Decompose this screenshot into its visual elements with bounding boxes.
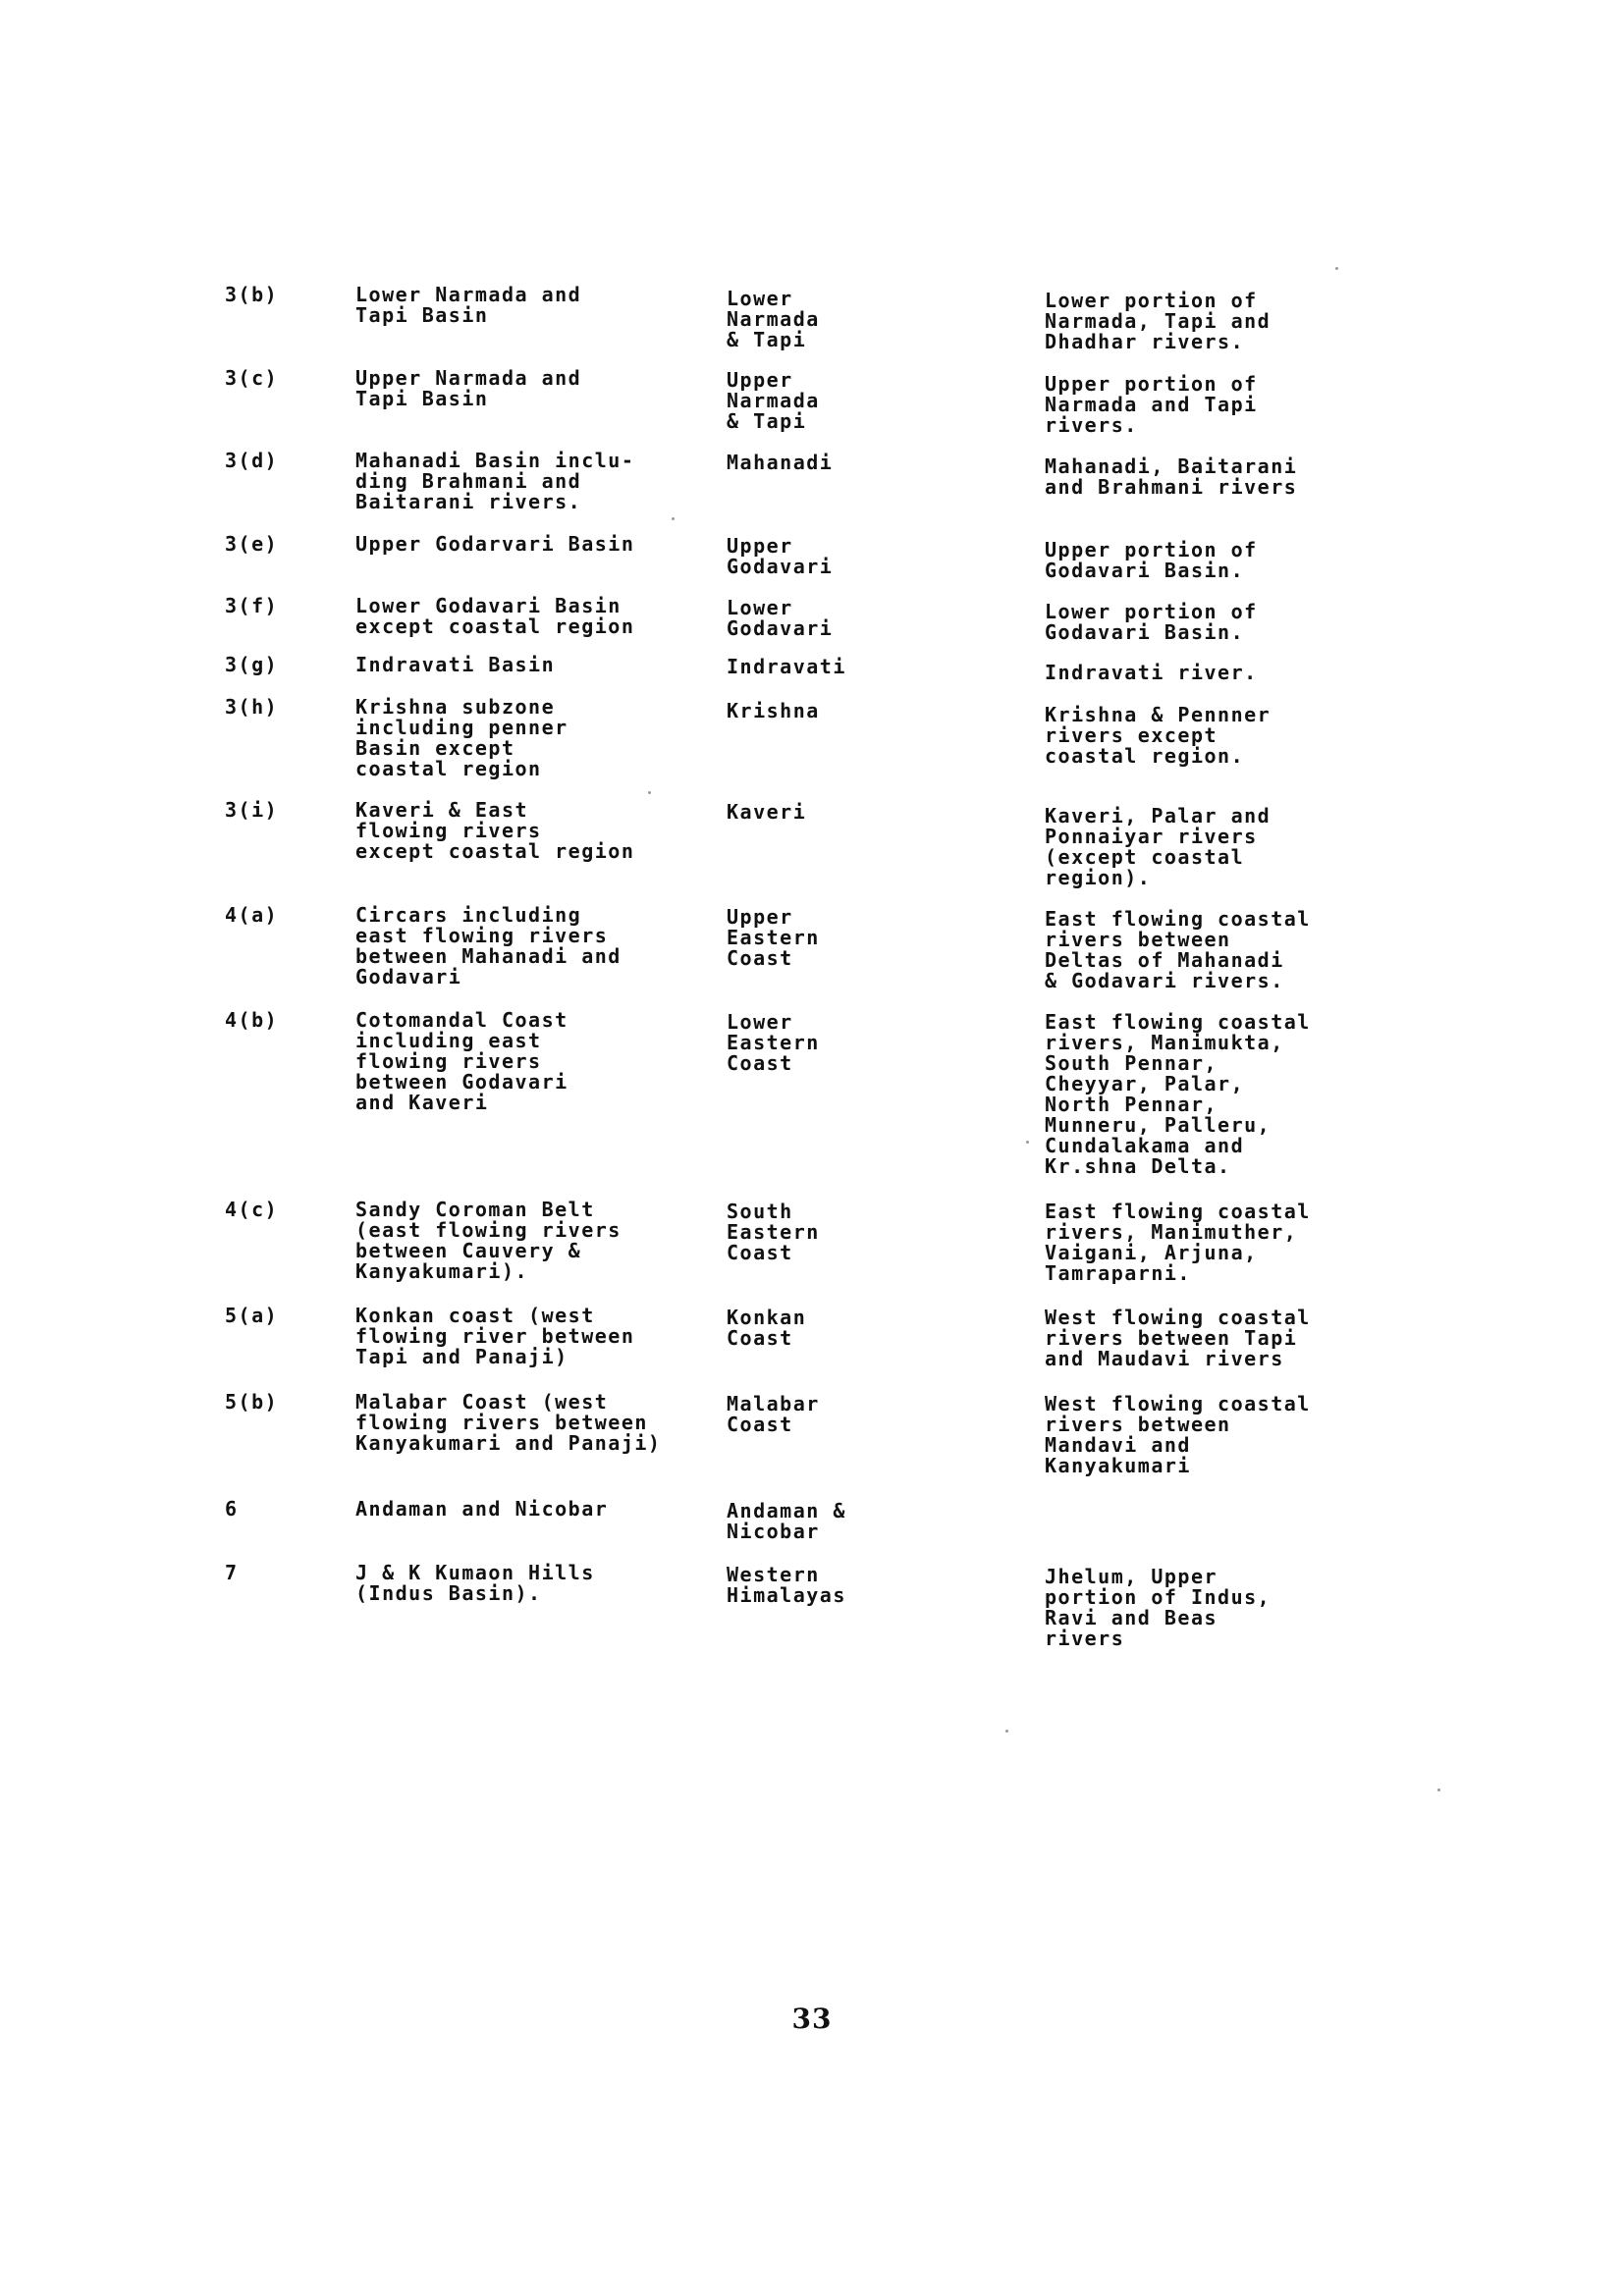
subzone-name: J & K Kumaon Hills (Indus Basin). <box>355 1561 595 1605</box>
rivers-description: Indravati river. <box>1045 661 1258 684</box>
rivers-description: East flowing coastal rivers between Deltas of Mahanadi & Godavari rivers. <box>1045 907 1311 992</box>
rivers-description: Krishna & Pennner rivers except coastal region. <box>1045 703 1272 768</box>
subzone-name: Upper Narmada and Tapi Basin <box>355 366 582 410</box>
zone-code: 3(f) <box>225 594 279 617</box>
zone-label: Lower Eastern Coast <box>727 1010 820 1075</box>
zone-code: 3(d) <box>225 449 279 472</box>
zone-label: South Eastern Coast <box>727 1200 820 1264</box>
zone-label: Krishna <box>727 699 820 722</box>
zone-label: Lower Godavari <box>727 596 834 640</box>
zone-code: 3(h) <box>225 695 279 719</box>
subzone-name: Cotomandal Coast including east flowing rivers between Godavari and Kaveri <box>355 1008 568 1114</box>
subzone-name: Indravati Basin <box>355 653 556 676</box>
zone-code: 7 <box>225 1561 239 1584</box>
rivers-description: Mahanadi, Baitarani and Brahmani rivers <box>1045 454 1298 499</box>
zone-code: 6 <box>225 1497 239 1521</box>
scan-speck <box>1335 267 1338 270</box>
scan-speck <box>1026 1141 1029 1144</box>
subzone-name: Konkan coast (west flowing river between Tapi and Panaji) <box>355 1304 635 1368</box>
subzone-name: Upper Godarvari Basin <box>355 532 635 556</box>
zone-code: 3(b) <box>225 283 279 306</box>
zone-label: Indravati <box>727 655 846 678</box>
zone-code: 5(b) <box>225 1390 279 1414</box>
subzone-name: Krishna subzone including penner Basin except coastal region <box>355 695 568 780</box>
subzone-name: Sandy Coroman Belt (east flowing rivers between Cauvery & Kanyakumari). <box>355 1198 622 1283</box>
zone-code: 3(c) <box>225 366 279 390</box>
scan-speck <box>1437 1789 1440 1791</box>
subzone-name: Kaveri & East flowing rivers except coastal region <box>355 798 635 863</box>
subzone-name: Circars including east flowing rivers between Mahanadi and Godavari <box>355 903 622 988</box>
zone-label: Kaveri <box>727 800 807 824</box>
zone-code: 3(e) <box>225 532 279 556</box>
rivers-description: Upper portion of Narmada and Tapi rivers. <box>1045 372 1258 437</box>
scan-speck <box>648 791 651 794</box>
zone-label: Upper Eastern Coast <box>727 905 820 970</box>
rivers-description: West flowing coastal rivers between Mandavi and Kanyakumari <box>1045 1392 1311 1477</box>
rivers-description: West flowing coastal rivers between Tapi and Maudavi rivers <box>1045 1306 1311 1370</box>
zone-code: 4(b) <box>225 1008 279 1032</box>
zone-label: Upper Narmada & Tapi <box>727 368 820 433</box>
zone-code: 4(a) <box>225 903 279 927</box>
rivers-description: Upper portion of Godavari Basin. <box>1045 538 1258 582</box>
scan-speck <box>1005 1730 1008 1733</box>
subzone-name: Lower Godavari Basin except coastal region <box>355 594 635 638</box>
subzone-name: Lower Narmada and Tapi Basin <box>355 283 582 327</box>
subzone-name: Mahanadi Basin inclu- ding Brahmani and Baitarani rivers. <box>355 449 635 513</box>
rivers-description: East flowing coastal rivers, Manimukta, South Pennar, Cheyyar, Palar, North Pennar, Munneru, Palleru, Cundalakama and Kr.shna Delta. <box>1045 1010 1311 1178</box>
zone-code: 4(c) <box>225 1198 279 1221</box>
zone-code: 5(a) <box>225 1304 279 1327</box>
subzone-name: Malabar Coast (west flowing rivers between Kanyakumari and Panaji) <box>355 1390 662 1455</box>
scan-speck <box>672 517 675 520</box>
zone-label: Malabar Coast <box>727 1392 820 1436</box>
rivers-description: Lower portion of Godavari Basin. <box>1045 600 1258 644</box>
rivers-description: East flowing coastal rivers, Manimuther, Vaigani, Arjuna, Tamraparni. <box>1045 1200 1311 1285</box>
zone-label: Konkan Coast <box>727 1306 807 1350</box>
zone-label: Lower Narmada & Tapi <box>727 287 820 351</box>
rivers-description: Lower portion of Narmada, Tapi and Dhadhar rivers. <box>1045 289 1272 353</box>
zone-label: Mahanadi <box>727 451 834 474</box>
zone-code: 3(i) <box>225 798 279 822</box>
subzone-name: Andaman and Nicobar <box>355 1497 609 1521</box>
zone-label: Upper Godavari <box>727 534 834 578</box>
rivers-description: Jhelum, Upper portion of Indus, Ravi and Beas rivers <box>1045 1565 1272 1650</box>
zone-label: Western Himalayas <box>727 1563 846 1607</box>
zone-code: 3(g) <box>225 653 279 676</box>
rivers-description: Kaveri, Palar and Ponnaiyar rivers (except coastal region). <box>1045 804 1272 889</box>
zone-label: Andaman & Nicobar <box>727 1499 846 1543</box>
page-number: 33 <box>791 2002 833 2035</box>
